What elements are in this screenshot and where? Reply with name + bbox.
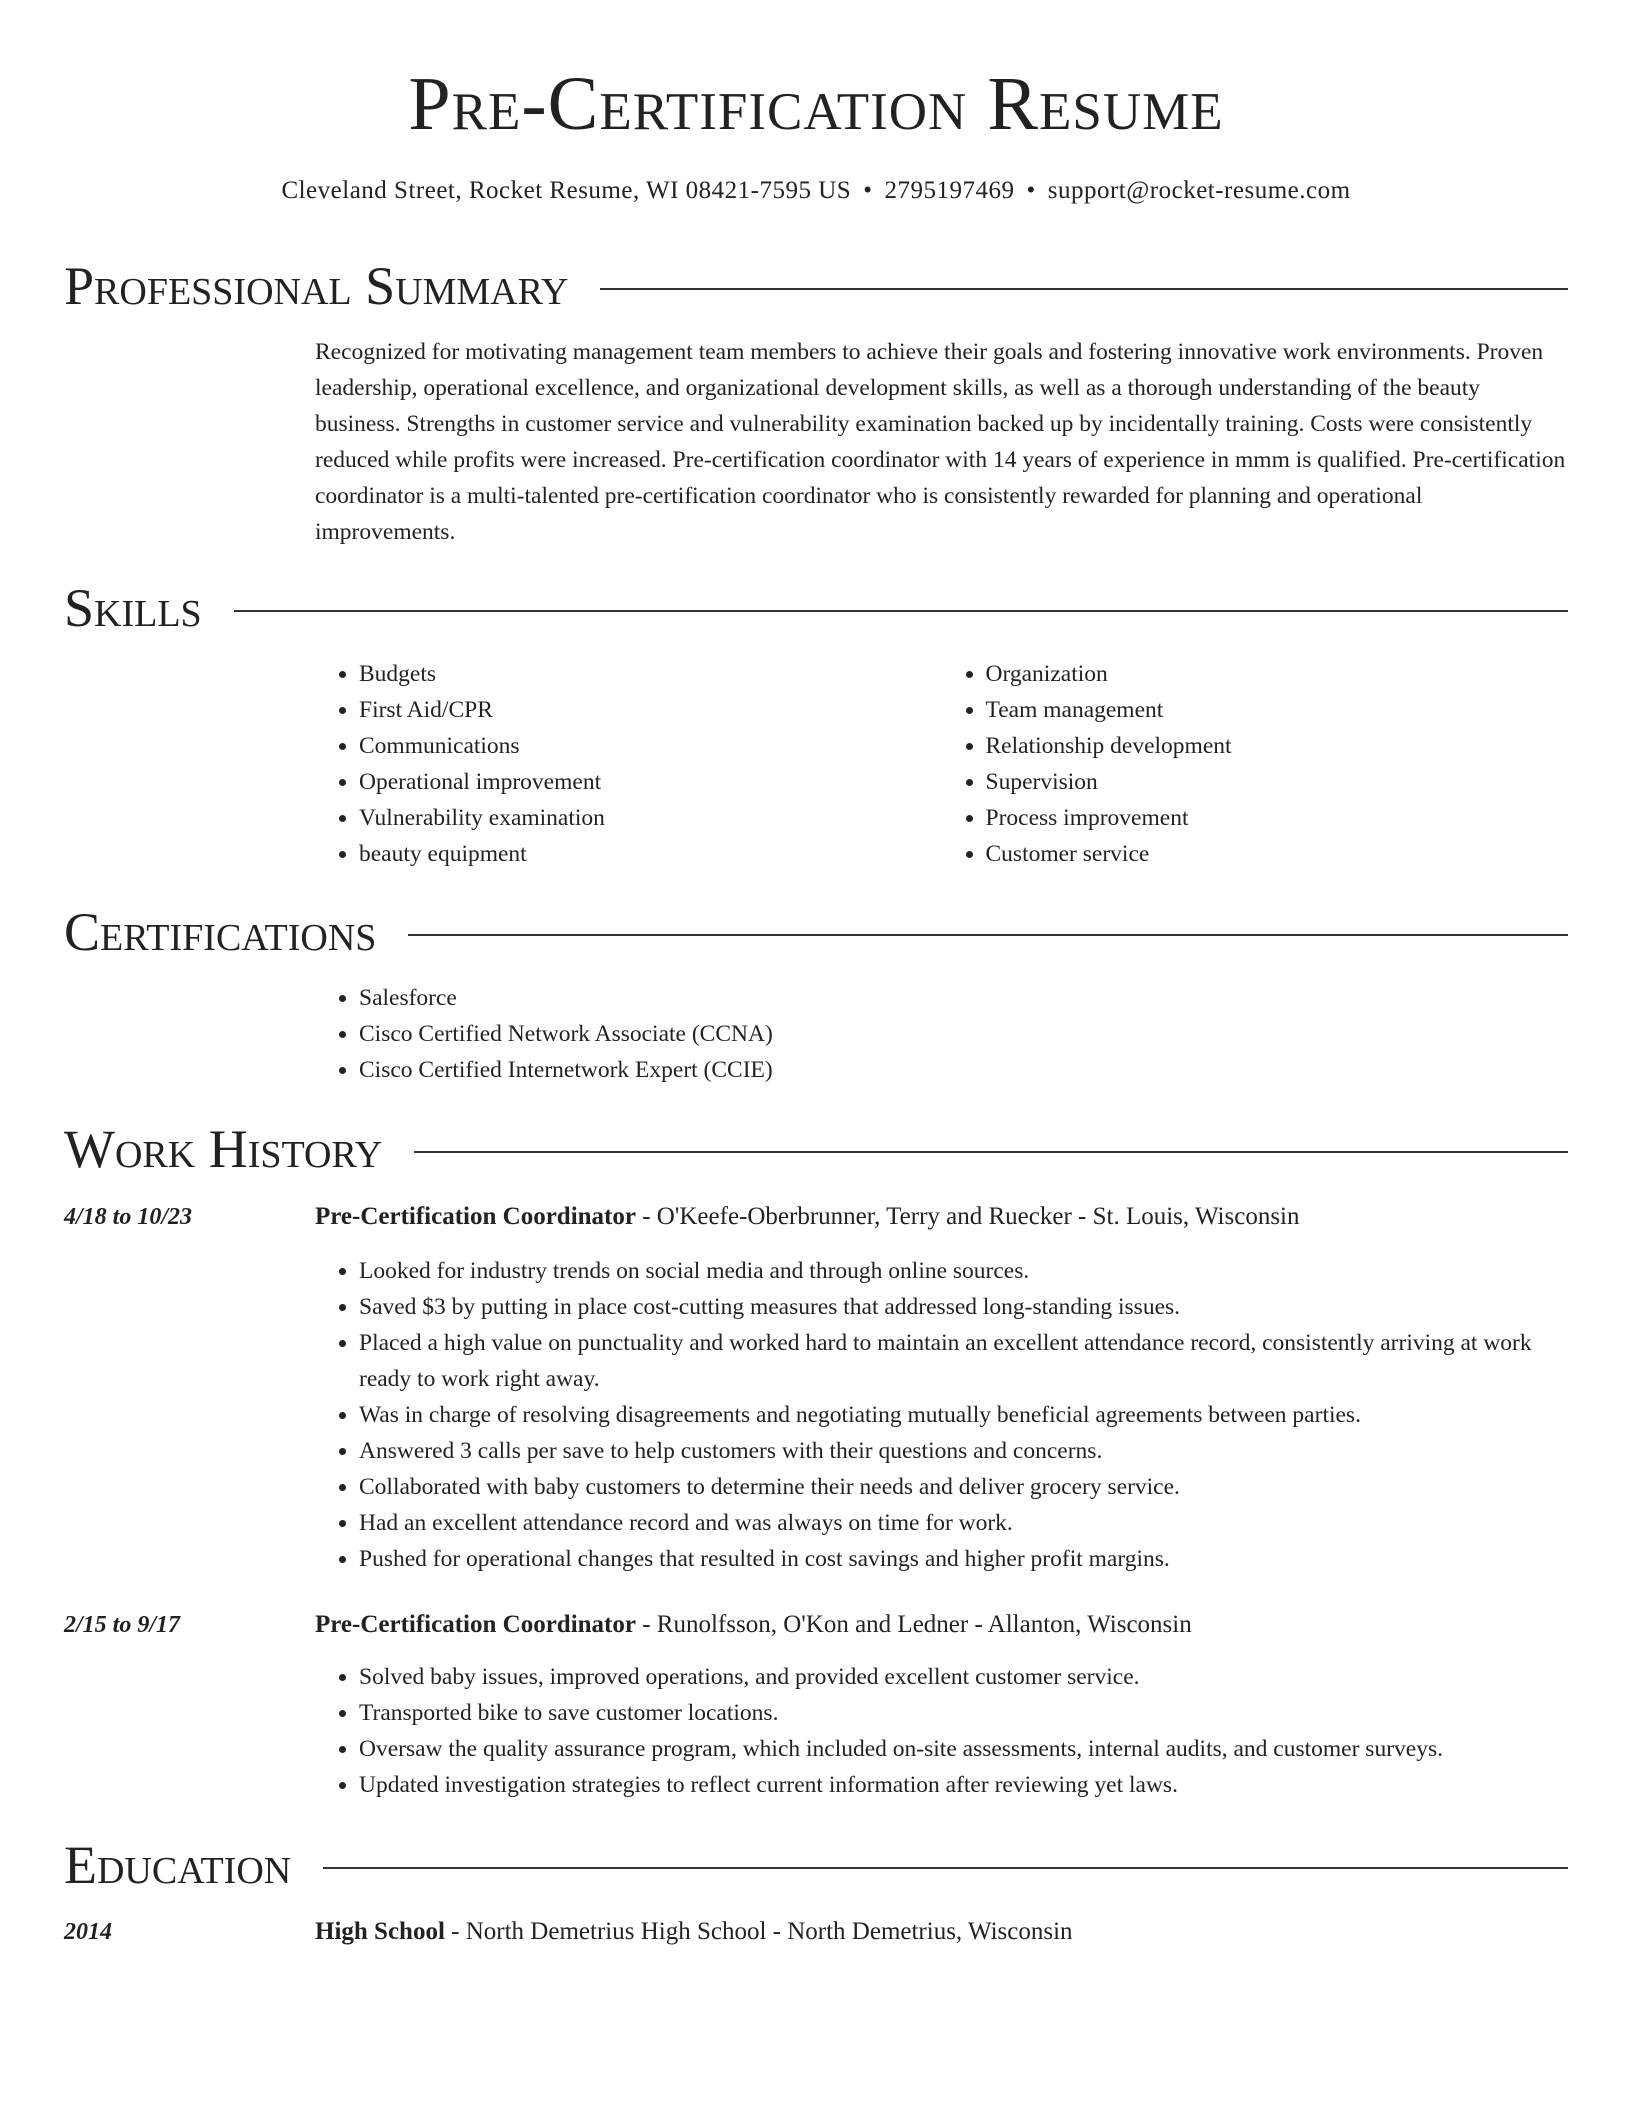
certifications-list: [315, 980, 1568, 1088]
education-school: - North Demetrius High School - North Demetrius, Wisconsin: [444, 1918, 1073, 1945]
job-duty: • Oversaw the quality assurance program, which included on-site assessments, internal audits, and customer surveys.: [359, 1731, 1568, 1767]
education-year: 2014: [64, 1919, 112, 1945]
contact-address: Cleveland Street, Rocket Resume, WI 08421-7595 US: [281, 177, 852, 204]
job-dates: 4/18 to 10/23: [64, 1204, 193, 1230]
contact-phone: 2795197469: [884, 177, 1015, 204]
certification-item: • Cisco Certified Network Associate (CCNA): [359, 1016, 1568, 1052]
certification-item: • Salesforce: [359, 980, 1568, 1016]
skill-item: • beauty equipment: [359, 836, 942, 872]
skills-body: [315, 656, 1568, 872]
skill-item: • Supervision: [986, 764, 1569, 800]
education-line: [315, 1914, 1568, 1950]
skill-item: • Customer service: [986, 836, 1569, 872]
job-dates: 2/15 to 9/17: [64, 1612, 181, 1638]
job-bullets: [315, 1659, 1568, 1803]
section-divider: [600, 288, 1568, 290]
skill-item: • Organization: [986, 656, 1569, 692]
contact-separator: •: [1026, 177, 1036, 204]
skill-item: • Operational improvement: [359, 764, 942, 800]
job-role: Pre-Certification Coordinator: [315, 1203, 636, 1230]
job-title-line: [315, 1199, 1568, 1235]
job-duty: • Pushed for operational changes that resulted in cost savings and higher profit margins.: [359, 1541, 1568, 1577]
summary-body: [315, 334, 1568, 550]
summary-section-header: [64, 256, 1568, 316]
contact-separator: •: [863, 177, 873, 204]
certification-item: • Cisco Certified Internetwork Expert (CCIE): [359, 1052, 1568, 1088]
job-duty: • Placed a high value on punctuality and worked hard to maintain an excellent attendance record, consistently arriving at work ready to work right away.: [359, 1325, 1568, 1397]
job-duty: • Was in charge of resolving disagreements and negotiating mutually beneficial agreements between parties.: [359, 1397, 1568, 1433]
job-role: Pre-Certification Coordinator: [315, 1611, 636, 1638]
certifications-heading: Certifications: [64, 902, 377, 962]
section-divider: [414, 1151, 1568, 1153]
skills-heading: Skills: [64, 578, 202, 638]
job-title-line: [315, 1607, 1568, 1643]
job-duty: • Solved baby issues, improved operations, and provided excellent customer service.: [359, 1659, 1568, 1695]
certifications-body: [315, 980, 1568, 1088]
job-duty: • Had an excellent attendance record and was always on time for work.: [359, 1505, 1568, 1541]
skill-item: • Relationship development: [986, 728, 1569, 764]
job-duty: • Transported bike to save customer locations.: [359, 1695, 1568, 1731]
summary-text: Recognized for motivating management team members to achieve their goals and fostering innovative work environments. Proven leadership, operational excellence, and organizational development skills, as well as a thorough understanding of the beauty business. Strengths in customer service and vulnerability examination backed up by incidentally training. Costs were consistently reduced while profits were increased. Pre-certification coordinator with 14 years of experience in mmm is qualified. Pre-certification coordinator is a multi-talented pre-certification coordinator who is consistently rewarded for planning and operational improvements.: [315, 339, 1566, 545]
skill-item: • Communications: [359, 728, 942, 764]
skills-list-left: [315, 656, 942, 872]
section-divider: [408, 934, 1568, 936]
job-employer: - Runolfsson, O'Kon and Ledner - Allanton, Wisconsin: [635, 1611, 1192, 1638]
education-heading: Education: [64, 1835, 292, 1895]
job-duty: • Collaborated with baby customers to determine their needs and deliver grocery service.: [359, 1469, 1568, 1505]
summary-heading: Professional Summary: [64, 256, 569, 316]
skills-section-header: [64, 578, 1568, 638]
section-divider: [323, 1867, 1568, 1869]
contact-email: support@rocket-resume.com: [1047, 177, 1351, 204]
contact-line: [0, 174, 1632, 208]
education-degree: High School: [315, 1918, 445, 1945]
education-section-header: [64, 1835, 1568, 1895]
skill-item: • Vulnerability examination: [359, 800, 942, 836]
skill-item: • Process improvement: [986, 800, 1569, 836]
skills-list-right: [942, 656, 1569, 872]
work-section-header: [64, 1119, 1568, 1179]
job-bullets: [315, 1253, 1568, 1577]
job-duties-list: [315, 1659, 1568, 1803]
section-divider: [234, 610, 1568, 612]
skill-item: • Budgets: [359, 656, 942, 692]
job-duty: • Saved $3 by putting in place cost-cutting measures that addressed long-standing issues.: [359, 1289, 1568, 1325]
job-employer: - O'Keefe-Oberbrunner, Terry and Ruecker - St. Louis, Wisconsin: [635, 1203, 1300, 1230]
job-duty: • Looked for industry trends on social media and through online sources.: [359, 1253, 1568, 1289]
skill-item: • Team management: [986, 692, 1569, 728]
skill-item: • First Aid/CPR: [359, 692, 942, 728]
work-heading: Work History: [64, 1119, 383, 1179]
job-duty: • Answered 3 calls per save to help customers with their questions and concerns.: [359, 1433, 1568, 1469]
job-duties-list: [315, 1253, 1568, 1577]
resume-title: Pre-Certification Resume: [408, 62, 1224, 146]
job-duty: • Updated investigation strategies to reflect current information after reviewing yet laws.: [359, 1767, 1568, 1803]
certifications-section-header: [64, 902, 1568, 962]
